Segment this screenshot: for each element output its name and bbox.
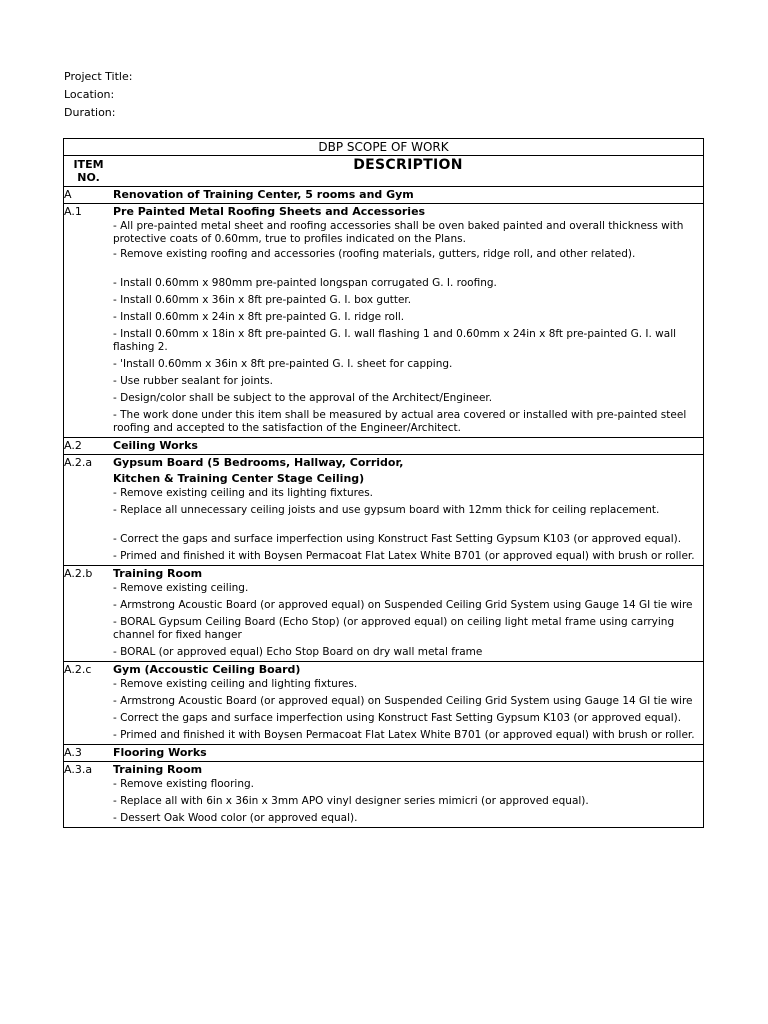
list-item: - Primed and finished it with Boysen Permacoat Flat Latex White B701 (or approved equal) with brush or roller. — [113, 729, 695, 741]
item-code: A.3.a — [64, 763, 93, 776]
table-header-row — [64, 156, 703, 187]
item-header-line2: NO. — [77, 171, 100, 184]
item-code: A — [64, 188, 72, 201]
list-item: - BORAL Gypsum Ceiling Board (Echo Stop) (or approved equal) on ceiling light metal frame using carrying channel for fixed hanger — [113, 616, 678, 641]
section-title: Gym (Accoustic Ceiling Board) — [113, 663, 301, 676]
section-title: Training Room — [113, 763, 203, 776]
section-a — [64, 187, 703, 203]
section-a2c — [64, 661, 703, 744]
list-item: - Correct the gaps and surface imperfection using Konstruct Fast Setting Gypsum K103 (or approved equal). — [113, 712, 682, 724]
list-item: - Design/color shall be subject to the approval of the Architect/Engineer. — [113, 392, 493, 404]
list-item: - Primed and finished it with Boysen Permacoat Flat Latex White B701 (or approved equal) with brush or roller. — [113, 550, 695, 562]
list-item: - Remove existing ceiling and its lighting fixtures. — [113, 487, 374, 499]
list-item: - Replace all unnecessary ceiling joists and use gypsum board with 12mm thick for ceiling replacement. — [113, 504, 660, 516]
item-code: A.3 — [64, 746, 82, 759]
section-title: Pre Painted Metal Roofing Sheets and Accessories — [113, 205, 426, 218]
item-code: A.1 — [64, 205, 82, 218]
list-item: - BORAL (or approved equal) Echo Stop Board on dry wall metal frame — [113, 646, 483, 658]
list-item: - Armstrong Acoustic Board (or approved equal) on Suspended Ceiling Grid System using Gauge 14 GI tie wire — [113, 599, 693, 611]
list-item: - All pre-painted metal sheet and roofing accessories shall be oven baked painted and overall thickness with protective coats of 0.60mm, true to profiles indicated on the Plans. — [113, 220, 687, 245]
item-code: A.2 — [64, 439, 82, 452]
description-header: DESCRIPTION — [353, 157, 463, 173]
list-item: - Armstrong Acoustic Board (or approved equal) on Suspended Ceiling Grid System using Gauge 14 GI tie wire — [113, 695, 693, 707]
section-title: Training Room — [113, 567, 203, 580]
list-item: - Install 0.60mm x 24in x 8ft pre-painted G. I. ridge roll. — [113, 311, 405, 323]
item-code: A.2.a — [64, 456, 93, 469]
list-item: - Remove existing ceiling. — [113, 582, 249, 594]
list-item: - Dessert Oak Wood color (or approved equal). — [113, 812, 358, 824]
list-item: - Remove existing roofing and accessories (roofing materials, gutters, ridge roll, and other related). — [113, 248, 636, 260]
section-title-line1: Gypsum Board (5 Bedrooms, Hallway, Corridor, — [113, 456, 404, 469]
item-no-header — [64, 156, 113, 186]
section-title: Flooring Works — [113, 746, 207, 759]
list-item: - 'Install 0.60mm x 36in x 8ft pre-painted G. I. sheet for capping. — [113, 358, 453, 370]
location-label: Location: — [64, 88, 115, 101]
list-item: - Install 0.60mm x 980mm pre-painted longspan corrugated G. I. roofing. — [113, 277, 497, 289]
scope-of-work-table — [63, 138, 704, 828]
list-item: - The work done under this item shall be measured by actual area covered or installed with pre-painted steel roofing and accepted to the satisfaction of the Engineer/Architect. — [113, 409, 690, 434]
list-item: - Replace all with 6in x 36in x 3mm APO vinyl designer series mimicri (or approved equal). — [113, 795, 589, 807]
duration-label: Duration: — [64, 106, 116, 119]
section-a3a — [64, 761, 703, 827]
table-title: DBP SCOPE OF WORK — [64, 139, 703, 156]
section-a2b — [64, 565, 703, 661]
list-item: - Install 0.60mm x 18in x 8ft pre-painted G. I. wall flashing 1 and 0.60mm x 24in x 8ft pre-painted G. I. wall flashing 2. — [113, 328, 680, 353]
list-item: - Use rubber sealant for joints. — [113, 375, 273, 387]
section-title: Renovation of Training Center, 5 rooms and Gym — [113, 188, 414, 201]
item-code: A.2.b — [64, 567, 93, 580]
item-header-line1: ITEM — [73, 158, 104, 171]
item-code: A.2.c — [64, 663, 92, 676]
list-item: - Correct the gaps and surface imperfection using Konstruct Fast Setting Gypsum K103 (or approved equal). — [113, 533, 682, 545]
section-a1 — [64, 203, 703, 437]
list-item: - Remove existing ceiling and lighting fixtures. — [113, 678, 358, 690]
section-a2 — [64, 437, 703, 454]
list-item: - Install 0.60mm x 36in x 8ft pre-painted G. I. box gutter. — [113, 294, 412, 306]
section-a3 — [64, 744, 703, 761]
section-title: Ceiling Works — [113, 439, 198, 452]
project-title-label: Project Title: — [64, 70, 133, 83]
section-a2a — [64, 454, 703, 565]
list-item: - Remove existing flooring. — [113, 778, 254, 790]
section-title-line2: Kitchen & Training Center Stage Ceiling) — [113, 472, 365, 485]
